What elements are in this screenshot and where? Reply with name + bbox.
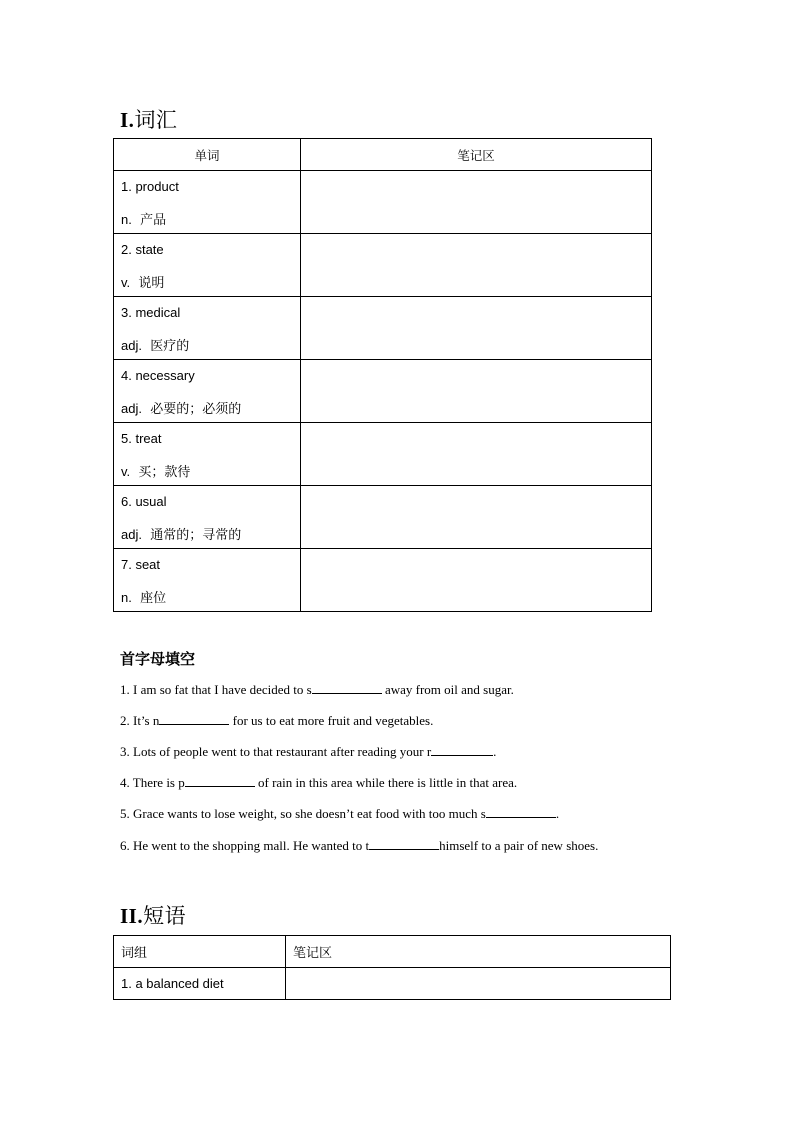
meaning: 必要的；必须的	[150, 402, 242, 417]
notes-cell[interactable]	[301, 171, 652, 234]
sentence-text-after: away from oil and sugar.	[381, 682, 514, 697]
header-word: 单词	[114, 139, 301, 171]
notes-cell[interactable]	[301, 549, 652, 612]
vocabulary-row	[114, 297, 652, 360]
sentence-text-before: 5. Grace wants to lose weight, so she doesn’t eat food with too much s	[120, 806, 486, 821]
sentence-text-before: 6. He went to the shopping mall. He wanted to t	[120, 838, 370, 853]
sentence-text-before: 4. There is p	[120, 775, 185, 790]
vocabulary-row	[114, 171, 652, 234]
vocabulary-table	[113, 138, 652, 612]
meaning: 座位	[140, 591, 167, 606]
section-1-title	[120, 104, 177, 134]
notes-cell[interactable]	[301, 297, 652, 360]
section-1-title-text: 词汇	[134, 108, 178, 132]
part-of-speech: v.	[121, 464, 131, 479]
word: 3. medical	[121, 305, 181, 320]
notes-cell[interactable]	[301, 234, 652, 297]
section-2-title-text: 短语	[143, 904, 187, 928]
definition	[114, 398, 300, 417]
vocabulary-row	[114, 549, 652, 612]
word: 2. state	[121, 242, 164, 257]
word-cell	[114, 171, 301, 234]
definition	[114, 524, 300, 543]
section-2-title	[120, 900, 186, 930]
sentence-text-after: .	[555, 806, 560, 821]
word: 5. treat	[121, 431, 162, 446]
vocabulary-row	[114, 486, 652, 549]
answer-blank[interactable]	[159, 713, 229, 725]
sentence-text-after: himself to a pair of new shoes.	[439, 838, 599, 853]
word-cell	[114, 234, 301, 297]
sentence-text-before: 2. It’s n	[120, 713, 160, 728]
phrase-table-header	[114, 936, 671, 968]
meaning: 医疗的	[150, 339, 190, 354]
definition	[114, 587, 300, 606]
meaning: 通常的；寻常的	[150, 528, 242, 543]
notes-cell[interactable]	[301, 486, 652, 549]
section-1-title-number: I.	[120, 108, 135, 132]
sentence-text-after: of rain in this area while there is little in that area.	[254, 775, 518, 790]
section-2-title-number: II.	[120, 904, 144, 928]
fill-in-sentence	[120, 744, 496, 760]
notes-cell[interactable]	[301, 423, 652, 486]
header-notes: 笔记区	[301, 139, 652, 171]
vocabulary-row	[114, 234, 652, 297]
word: 1. product	[121, 179, 179, 194]
part-of-speech: v.	[121, 275, 131, 290]
part-of-speech: adj.	[121, 338, 142, 353]
notes-cell[interactable]	[301, 360, 652, 423]
part-of-speech: adj.	[121, 527, 142, 542]
word-cell	[114, 297, 301, 360]
word-cell	[114, 423, 301, 486]
definition	[114, 272, 300, 291]
sentence-text-after: for us to eat more fruit and vegetables.	[229, 713, 434, 728]
answer-blank[interactable]	[185, 775, 255, 787]
word: 7. seat	[121, 557, 161, 572]
fill-in-sentence	[120, 682, 514, 698]
word: 4. necessary	[121, 368, 195, 383]
phrase-table	[113, 935, 671, 1000]
definition	[114, 335, 300, 354]
word-cell	[114, 360, 301, 423]
meaning: 产品	[140, 213, 167, 228]
fill-in-sentence	[120, 838, 598, 854]
sentence-text-before: 1. I am so fat that I have decided to s	[120, 682, 312, 697]
fill-in-heading: 首字母填空	[120, 650, 196, 668]
sentence-text-before: 3. Lots of people went to that restaurant after reading your r	[120, 744, 432, 759]
word-cell	[114, 549, 301, 612]
answer-blank[interactable]	[369, 838, 439, 850]
answer-blank[interactable]	[431, 744, 493, 756]
meaning: 说明	[138, 276, 165, 291]
vocabulary-row	[114, 360, 652, 423]
vocabulary-row	[114, 423, 652, 486]
answer-blank[interactable]	[486, 806, 556, 818]
word-cell	[114, 486, 301, 549]
definition	[114, 461, 300, 480]
part-of-speech: adj.	[121, 401, 142, 416]
vocabulary-table-header	[114, 139, 652, 171]
phrase-cell: 1. a balanced diet	[114, 968, 286, 1000]
header-notes: 笔记区	[286, 936, 671, 968]
part-of-speech: n.	[121, 212, 132, 227]
fill-in-sentence	[120, 775, 517, 791]
part-of-speech: n.	[121, 590, 132, 605]
answer-blank[interactable]	[312, 682, 382, 694]
phrase-row	[114, 968, 671, 1000]
fill-in-sentence	[120, 713, 433, 729]
meaning: 买；款待	[138, 465, 191, 480]
word: 6. usual	[121, 494, 167, 509]
fill-in-sentence	[120, 806, 559, 822]
sentence-text-after: .	[493, 744, 497, 759]
header-phrase: 词组	[114, 936, 286, 968]
notes-cell[interactable]	[286, 968, 671, 1000]
definition	[114, 209, 300, 228]
